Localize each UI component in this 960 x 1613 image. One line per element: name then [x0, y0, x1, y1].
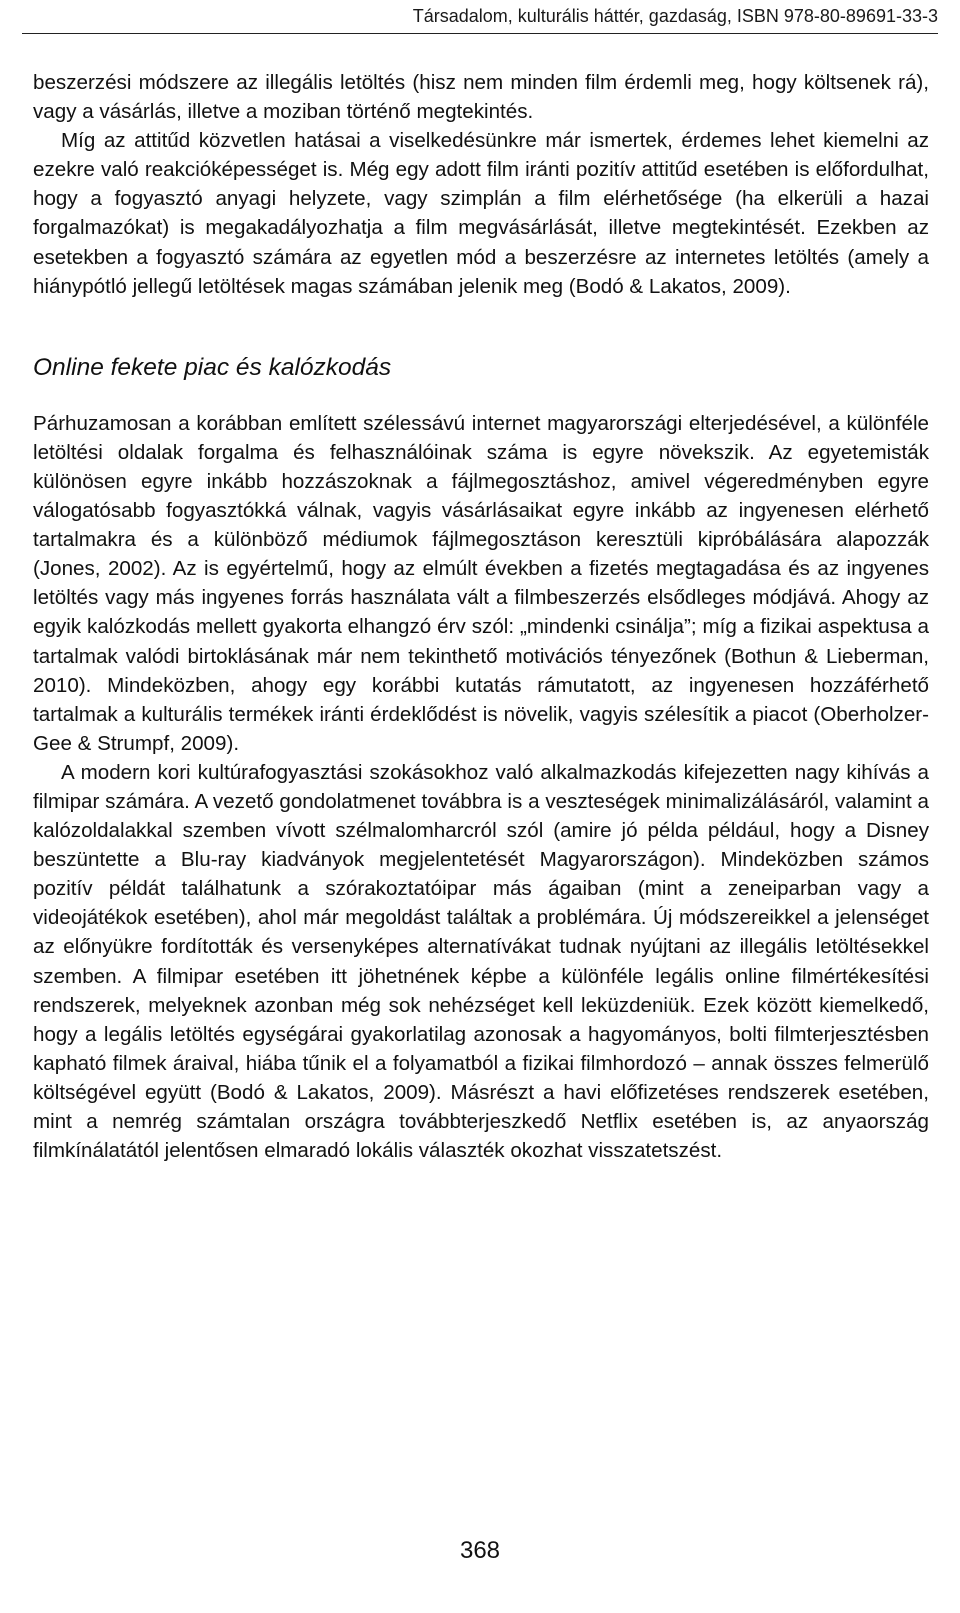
paragraph-film-industry: A modern kori kultúrafogyasztási szokásokhoz való alkalmazkodás kifejezetten nagy kihívás a filmipar számára. A vezető gondolatmenet továbbra is a veszteségek minimalizálásáról, valamint a kalózoldalakkal szemben vívott szélmalomharcról szól (amire jó példa például, hogy a Disney beszüntette a Blu-ray kiadványok megjelentetését Magyarországon). Mindeközben számos pozitív példát találhatunk a szórakoztatóipar más ágaiban (mint a zeneiparban vagy a videojátékok esetében), ahol már megoldást találtak a problémára. Új módszereikkel a jelenséget az előnyükre fordították és versenyképes alternatívákat tudnak nyújtani az illegális letöltésekkel szemben. A filmipar esetében itt jöhetnének képbe a különféle legális online filmértékesítési rendszerek, melyeknek azonban még sok nehézséget kell leküzdeniük. Ezek között kiemelkedő, hogy a legális letöltés egységárai gyakorlatilag azonosak a hagyományos, bolti filmterjesztésben kapható filmek áraival, hiába tűnik el a folyamatból a fizikai filmhordozó – annak összes felmerülő költségével együtt (Bodó & Lakatos, 2009). Másrészt a havi előfizetéses rendszerek esetében, mint a nemrég számtalan országra továbbterjeszkedő Netflix esetében is, az anyaország filmkínálatától jelentősen elmaradó lokális választék okozhat visszatetszést.	[33, 760, 929, 1163]
paragraph-black-market: Párhuzamosan a korábban említett szélessávú internet magyarországi elterjedésével, a különféle letöltési oldalak forgalma és felhasználóinak száma is egyre növekszik. Az egyetemisták különösen egyre inkább hozzászoknak a fájlmegosztáshoz, amivel végeredményben egyre válogatósabb fogyasztókká válnak, vagyis vásárlásaikat egyre inkább az ingyenesen elérhető tartalmakra és a különböző médiumok fájlmegosztáson keresztüli kipróbálására alapozzák (Jones, 2002). Az is egyértelmű, hogy az elmúlt években a fizetés megtagadása és az ingyenes letöltés vagy más ingyenes forrás használata vált a filmbeszerzés elsődleges módjává. Ahogy az egyik kalózkodás mellett gyakorta elhangzó érv szól: „mindenki csinálja”; míg a fizikai aspektusa a tartalmak valódi birtoklásának már nem tekinthető motivációs tényezőnek (Bothun & Lieberman, 2010). Mindeközben, ahogy egy korábbi kutatás rámutatott, az ingyenesen hozzáférhető tartalmak a kulturális termékek iránti érdeklődést is növelik, vagyis szélesítik a piacot (Oberholzer-Gee & Strumpf, 2009).	[33, 411, 929, 755]
page-body	[33, 68, 929, 1165]
paragraph-continuation: beszerzési módszere az illegális letöltés (hisz nem minden film érdemli meg, hogy költsenek rá), vagy a vásárlás, illetve a moziban történő megtekintés.	[33, 71, 929, 124]
running-header: Társadalom, kulturális háttér, gazdaság, ISBN 978-80-89691-33-3	[22, 5, 938, 34]
spacer	[33, 301, 929, 353]
section-heading: Online fekete piac és kalózkodás	[33, 353, 392, 381]
paragraph-attitude: Míg az attitűd közvetlen hatásai a viselkedésünkre már ismertek, érdemes lehet kiemelni az ezekre való reakcióképességet is. Még egy adott film iránti pozitív attitűd esetében is előfordulhat, hogy a fogyasztó anyagi helyzete, vagy szimplán a film elérhetősége (ha elkerüli a hazai forgalmazókat) is megakadályozhatja a film megvásárlását, illetve megtekintését. Ezekben az esetekben a fogyasztó számára az egyetlen mód a beszerzésre az internetes letöltés (amely a hiánypótló jellegű letöltések magas számában jelenik meg (Bodó & Lakatos, 2009).	[33, 129, 929, 298]
spacer	[33, 383, 929, 409]
page-number: 368	[459, 1537, 501, 1564]
